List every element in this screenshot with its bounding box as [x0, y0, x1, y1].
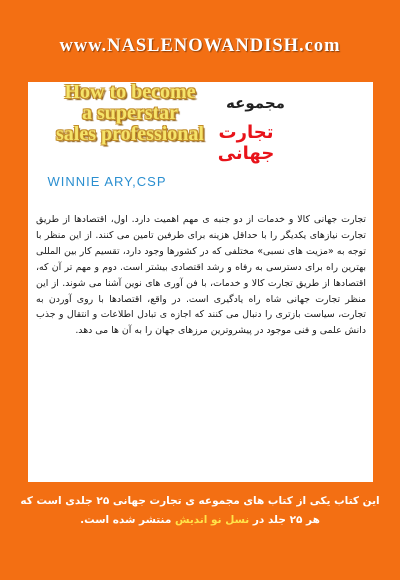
publisher-name: نسل نو اندیش: [175, 514, 250, 526]
book-title-line-1: How to become: [64, 81, 196, 103]
site-url[interactable]: www.NASLENOWANDISH.com: [59, 36, 341, 56]
book-title-line-3: sales professional: [56, 123, 204, 145]
author-name: WINNIE ARY,CSP: [47, 174, 167, 189]
series-label: مجموعه: [226, 94, 285, 112]
book-title: [50, 82, 210, 145]
series-name: تجارت جهانی: [217, 122, 275, 164]
publisher-note-part-1: این کتاب یکی از کتاب های مجموعه ی تجارت جهانی ۲۵ جلدی است که هر ۲۵ جلد در: [20, 495, 380, 526]
description-paragraph: تجارت جهانی کالا و خدمات از دو جنبه ی مهم اهمیت دارد. اول، اقتصادها از طریق تجارت نیازهای یکدیگر را با حداقل هزینه برای طرفین تامین می کنند. از این منظر با توجه به «مزیت های نسبی» مختلفی که در کشورها وجود دارد، تقسیم کار بین المللی بهترین راه برای دسترسی به رفاه و رشد اقتصادی بیشتر است. دوم و مهم تر آن که، اقتصادها از طریق تجارت کالا و خدمات، با فن آوری های نوین آشنا می شوند. از این منظر تجارت جهانی شاه راه یادگیری است. در واقع، اقتصادها با روی آوردن به تجارت، سیاست بازتری را دنبال می کنند که اجازه ی تبادل اطلاعات و انتقال و جذب دانش علمی و فنی موجود در پیشروترین مرزهای جهان را به آن ها می دهد.: [36, 214, 366, 337]
publisher-note-part-2: منتشر شده است.: [80, 514, 175, 526]
book-title-line-2: a superstar: [81, 102, 179, 124]
cover-card: [28, 82, 373, 482]
publisher-note: [20, 492, 380, 530]
